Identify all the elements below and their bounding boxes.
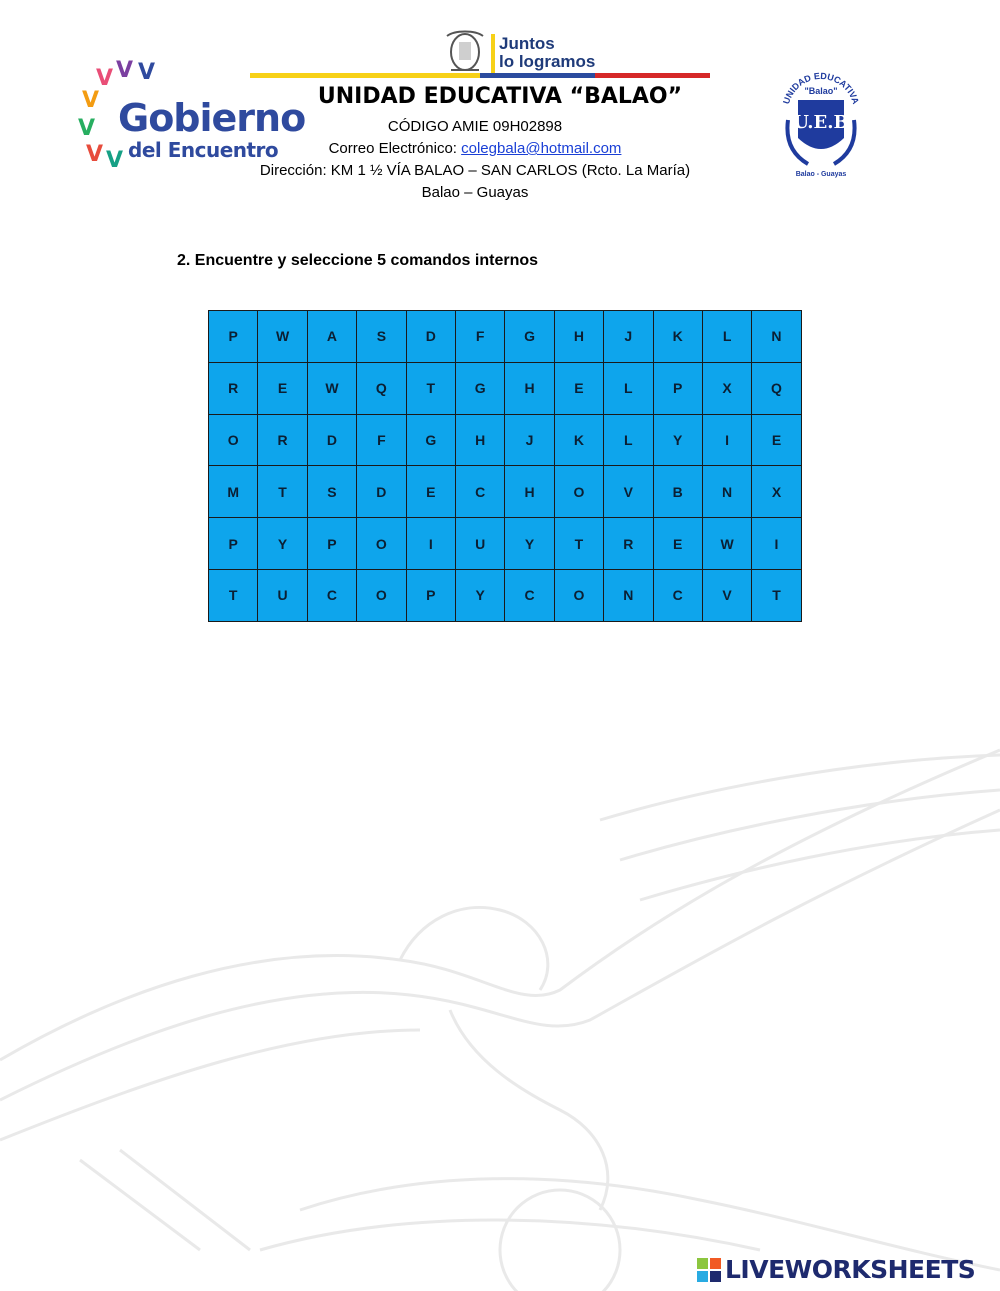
instruction-text: 2. Encuentre y seleccione 5 comandos internos bbox=[177, 252, 539, 269]
grid-cell[interactable]: E bbox=[406, 466, 455, 518]
grid-cell[interactable]: I bbox=[702, 414, 751, 466]
grid-cell[interactable]: F bbox=[357, 414, 406, 466]
grid-cell[interactable]: E bbox=[653, 518, 702, 570]
grid-cell[interactable]: X bbox=[752, 466, 801, 518]
grid-cell[interactable]: R bbox=[209, 362, 258, 414]
grid-cell[interactable]: L bbox=[702, 311, 751, 363]
grid-cell[interactable]: P bbox=[653, 362, 702, 414]
grid-cell[interactable]: V bbox=[604, 466, 653, 518]
school-name: UNIDAD EDUCATIVA “BALAO” bbox=[317, 84, 683, 109]
grid-row bbox=[209, 466, 802, 518]
grid-cell[interactable]: Q bbox=[752, 362, 801, 414]
grid-cell[interactable]: E bbox=[258, 362, 307, 414]
grid-cell[interactable]: C bbox=[307, 569, 356, 621]
grid-cell[interactable]: H bbox=[505, 466, 554, 518]
grid-cell[interactable]: D bbox=[406, 311, 455, 363]
grid-cell[interactable]: N bbox=[604, 569, 653, 621]
grid-cell[interactable]: P bbox=[209, 311, 258, 363]
grid-cell[interactable]: K bbox=[554, 414, 603, 466]
grid-cell[interactable]: W bbox=[307, 362, 356, 414]
svg-text:U.E.B: U.E.B bbox=[793, 112, 849, 133]
grid-cell[interactable]: P bbox=[406, 569, 455, 621]
grid-cell[interactable]: Y bbox=[455, 569, 504, 621]
svg-text:"Balao": "Balao" bbox=[804, 86, 838, 96]
grid-cell[interactable]: V bbox=[702, 569, 751, 621]
grid-cell[interactable]: T bbox=[554, 518, 603, 570]
grid-row bbox=[209, 414, 802, 466]
grid-cell[interactable]: W bbox=[258, 311, 307, 363]
grid-cell[interactable]: J bbox=[505, 414, 554, 466]
school-code: CÓDIGO AMIE 09H02898 bbox=[387, 118, 563, 135]
liveworksheets-brand: LIVEWORKSHEETS bbox=[697, 1255, 997, 1285]
grid-cell[interactable]: H bbox=[505, 362, 554, 414]
grid-cell[interactable]: N bbox=[702, 466, 751, 518]
grid-cell[interactable]: R bbox=[258, 414, 307, 466]
grid-cell[interactable]: M bbox=[209, 466, 258, 518]
grid-cell[interactable]: F bbox=[455, 311, 504, 363]
grid-cell[interactable]: T bbox=[406, 362, 455, 414]
grid-cell[interactable]: S bbox=[307, 466, 356, 518]
grid-cell[interactable]: B bbox=[653, 466, 702, 518]
school-address: Dirección: KM 1 ½ VÍA BALAO – SAN CARLOS (Rcto. La María) bbox=[259, 162, 691, 179]
grid-cell[interactable]: H bbox=[554, 311, 603, 363]
grid-cell[interactable]: O bbox=[554, 569, 603, 621]
grid-cell[interactable]: N bbox=[752, 311, 801, 363]
grid-cell[interactable]: O bbox=[357, 569, 406, 621]
grid-cell[interactable]: L bbox=[604, 362, 653, 414]
grid-row bbox=[209, 518, 802, 570]
grid-cell[interactable]: Y bbox=[258, 518, 307, 570]
grid-cell[interactable]: H bbox=[455, 414, 504, 466]
grid-cell[interactable]: O bbox=[209, 414, 258, 466]
grid-cell[interactable]: O bbox=[554, 466, 603, 518]
grid-cell[interactable]: E bbox=[752, 414, 801, 466]
grid-cell[interactable]: U bbox=[258, 569, 307, 621]
school-city: Balao – Guayas bbox=[421, 184, 529, 201]
grid-cell[interactable]: G bbox=[406, 414, 455, 466]
grid-cell[interactable]: A bbox=[307, 311, 356, 363]
grid-cell[interactable]: G bbox=[505, 311, 554, 363]
school-email: Correo Electrónico: colegbala@hotmail.com bbox=[328, 140, 622, 157]
grid-cell[interactable]: Q bbox=[357, 362, 406, 414]
svg-text:UNIDAD EDUCATIVA: UNIDAD EDUCATIVA bbox=[781, 70, 861, 106]
svg-text:Balao - Guayas: Balao - Guayas bbox=[795, 171, 847, 178]
grid-cell[interactable]: G bbox=[455, 362, 504, 414]
grid-cell[interactable]: C bbox=[653, 569, 702, 621]
grid-row bbox=[209, 569, 802, 621]
grid-cell[interactable]: P bbox=[209, 518, 258, 570]
grid-cell[interactable]: C bbox=[505, 569, 554, 621]
grid-cell[interactable]: J bbox=[604, 311, 653, 363]
eagle-watermark bbox=[0, 730, 1000, 1291]
grid-cell[interactable]: D bbox=[307, 414, 356, 466]
grid-cell[interactable]: D bbox=[357, 466, 406, 518]
grid-row bbox=[209, 362, 802, 414]
flag-color-line bbox=[250, 73, 710, 78]
grid-cell[interactable]: U bbox=[455, 518, 504, 570]
ueb-logo bbox=[778, 60, 864, 180]
grid-cell[interactable]: S bbox=[357, 311, 406, 363]
liveworksheets-cube-icon bbox=[697, 1258, 721, 1282]
grid-cell[interactable]: T bbox=[258, 466, 307, 518]
grid-row bbox=[209, 311, 802, 363]
juntos-logo: Juntos lo logramos bbox=[443, 26, 613, 78]
coat-of-arms-icon bbox=[443, 26, 487, 76]
word-search-grid bbox=[208, 310, 802, 622]
grid-cell[interactable]: E bbox=[554, 362, 603, 414]
grid-cell[interactable]: T bbox=[752, 569, 801, 621]
gobierno-logo: V V V V V V V Gobierno del Encuentro bbox=[78, 58, 306, 173]
grid-cell[interactable]: W bbox=[702, 518, 751, 570]
grid-cell[interactable]: L bbox=[604, 414, 653, 466]
grid-cell[interactable]: I bbox=[406, 518, 455, 570]
grid-cell[interactable]: T bbox=[209, 569, 258, 621]
grid-cell[interactable]: I bbox=[752, 518, 801, 570]
grid-cell[interactable]: Y bbox=[505, 518, 554, 570]
grid-cell[interactable]: Y bbox=[653, 414, 702, 466]
grid-cell[interactable]: O bbox=[357, 518, 406, 570]
grid-cell[interactable]: X bbox=[702, 362, 751, 414]
grid-cell[interactable]: R bbox=[604, 518, 653, 570]
grid-cell[interactable]: P bbox=[307, 518, 356, 570]
grid-cell[interactable]: C bbox=[455, 466, 504, 518]
email-link[interactable]: colegbala@hotmail.com bbox=[461, 140, 622, 157]
grid-cell[interactable]: K bbox=[653, 311, 702, 363]
